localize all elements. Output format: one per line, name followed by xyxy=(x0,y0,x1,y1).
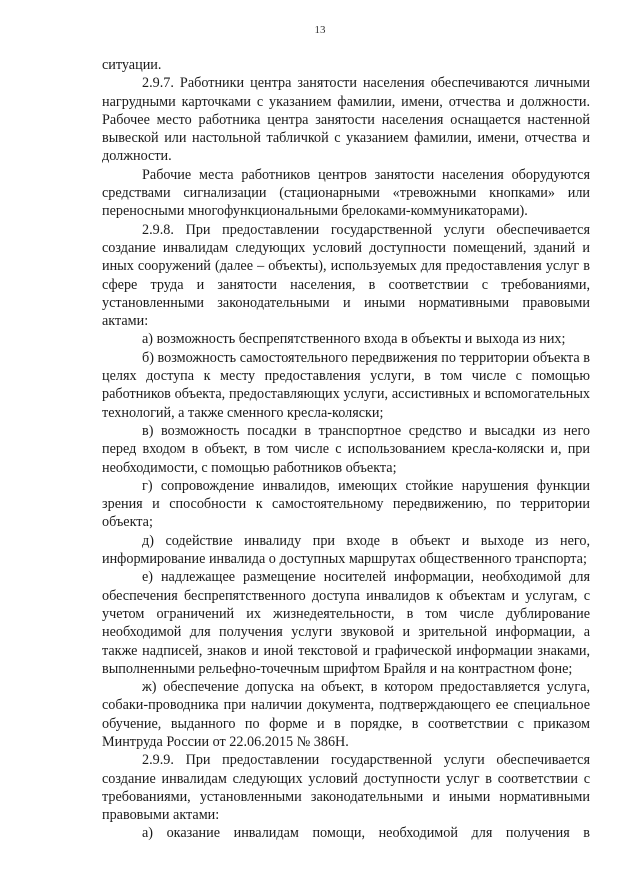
list-item-zh: ж) обеспечение допуска на объект, в котором предоставляется услуга, собаки-проводника при наличии документа, подтверждающего ее специальное обучение, выданного по форме и в порядке, в соответствии с приказом Минтруда России от 22.06.2015 № 386Н. xyxy=(102,679,590,750)
list-item-a-continued: а) оказание инвалидам помощи, необходимой для получения в xyxy=(142,825,590,842)
list-item-b: б) возможность самостоятельного передвижения по территории объекта в целях доступа к месту предоставления услуги, в том числе с помощью работников объекта, предоставляющих услуги, ассистивных и вспомогательных технологий, а также сменного кресла-коляски; xyxy=(102,349,590,421)
page-number: 13 xyxy=(314,24,326,36)
list-item-g: г) сопровождение инвалидов, имеющих стойкие нарушения функции зрения и способности к самостоятельному передвижению, по территории объекта; xyxy=(102,477,590,531)
paragraph-alarm-systems: Рабочие места работников центров занятости населения оборудуются средствами сигнализации (стационарными «тревожными кнопками» или переносными многофункциональными брелоками-коммуникаторами). xyxy=(102,166,590,220)
list-item-v: в) возможность посадки в транспортное средство и высадки из него перед входом в объект, в том числе с использованием кресла-коляски и, при необходимости, с помощью работников объекта; xyxy=(102,422,590,476)
paragraph-continuation: ситуации. xyxy=(102,57,162,73)
list-item-a: а) возможность беспрепятственного входа в объекты и выхода из них; xyxy=(142,331,566,348)
paragraph-2-9-8: 2.9.8. При предоставлении государственной услуги обеспечивается создание инвалидам следующих условий доступности помещений, зданий и иных сооружений (далее – объекты), используемых для предоставления услуг в сфере труда и занятости населения, в соответствии с требованиями, установленными законодательными и иными нормативными правовыми актами: xyxy=(102,221,590,330)
paragraph-2-9-7: 2.9.7. Работники центра занятости населения обеспечиваются личными нагрудными карточками с указанием фамилии, имени, отчества и должности. Рабочее место работника центра занятости населения оснащается настенной вывеской или настольной табличкой с указанием фамилии, имени, отчества и должности. xyxy=(102,75,590,165)
list-item-e: е) надлежащее размещение носителей информации, необходимой для обеспечения беспрепятственного доступа инвалидов к объектам и услугам, с учетом ограничений их жизнедеятельности, в том числе дублирование необходимой для получения услуги звуковой и зрительной информации, а также надписей, знаков и иной текстовой и графической информации знаками, выполненными рельефно-точечным шрифтом Брайля и на контрастном фоне; xyxy=(102,569,590,677)
list-item-d: д) содействие инвалиду при входе в объект и выходе из него, информирование инвалида о доступных маршрутах общественного транспорта; xyxy=(102,532,590,568)
paragraph-2-9-9: 2.9.9. При предоставлении государственной услуги обеспечивается создание инвалидам следующих условий доступности услуг в соответствии с требованиями, установленными законодательными и иными нормативными правовыми актами: xyxy=(102,752,590,824)
document-body xyxy=(102,56,590,843)
